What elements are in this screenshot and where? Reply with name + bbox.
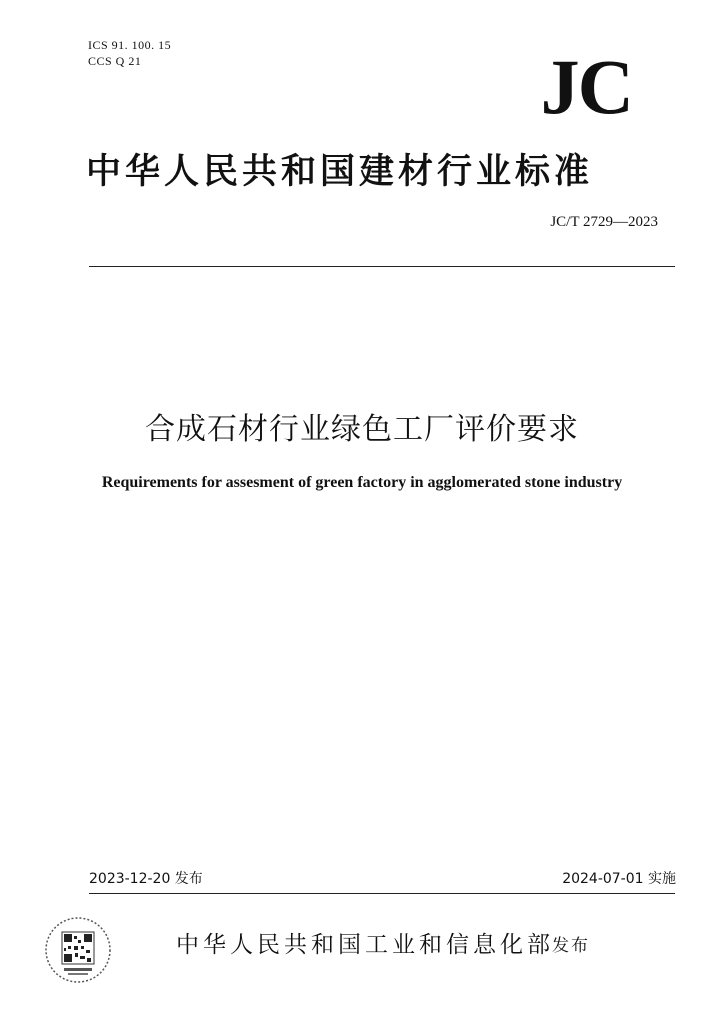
standard-title: 中华人民共和国建材行业标准 bbox=[86, 151, 594, 192]
publisher: 中华人民共和国工业和信息化部 bbox=[176, 932, 554, 958]
document-title-english: Requirements for assesment of green factory in agglomerated stone industry bbox=[101, 474, 623, 491]
jc-logo: JC bbox=[540, 43, 632, 130]
implementation-date: 2024-07-01 实施 bbox=[562, 871, 676, 887]
publish-label: 发布 bbox=[552, 936, 590, 956]
issue-date: 2023-12-20 发布 bbox=[89, 871, 203, 887]
document-title: 合成石材行业绿色工厂评价要求 bbox=[145, 412, 579, 447]
bottom-divider bbox=[89, 893, 675, 894]
top-divider bbox=[89, 266, 675, 267]
qr-code-seal-icon bbox=[44, 916, 112, 984]
ics-code: ICS 91. 100. 15 bbox=[88, 38, 172, 52]
standard-number: JC/T 2729—2023 bbox=[550, 214, 658, 230]
ccs-code: CCS Q 21 bbox=[88, 54, 142, 68]
